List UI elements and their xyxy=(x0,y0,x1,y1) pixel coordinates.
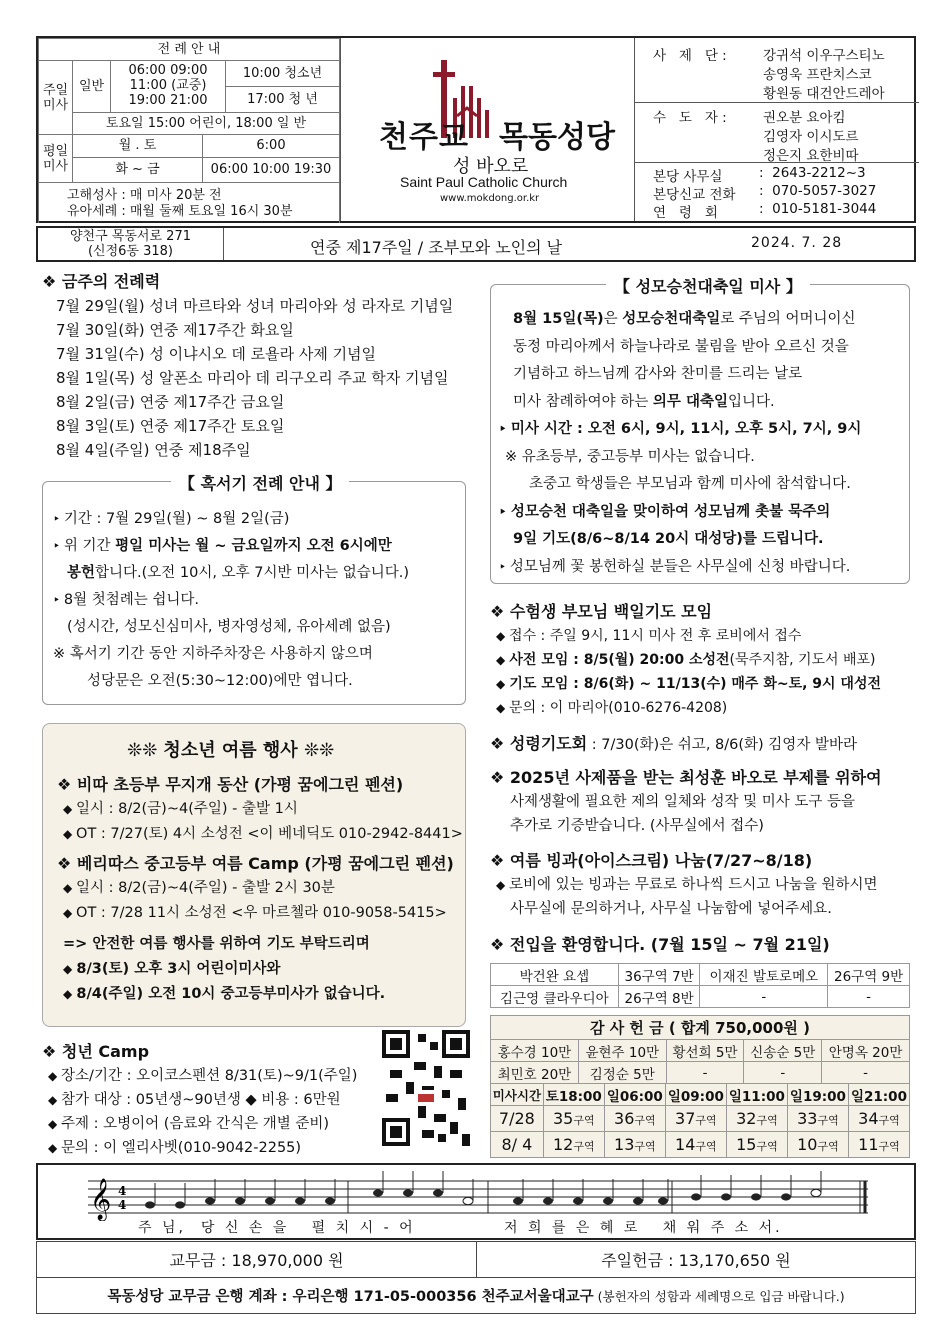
table-cell: 13 xyxy=(614,1135,635,1154)
young-camp-l3: 주제 : 오병이어 (음료와 간식은 개별 준비) xyxy=(61,1116,330,1132)
youth-b-title: ❖ 베리따스 중고등부 여름 Camp (가평 꿈에그린 펜션) xyxy=(57,854,454,873)
sunday-times: 06:00 09:00 11:00 (교중) 19:00 21:00 xyxy=(111,61,226,112)
qr-code-icon[interactable] xyxy=(382,1030,470,1146)
assumption-feast: 성모승천대축일 xyxy=(622,311,721,327)
music-note xyxy=(573,1197,583,1204)
summer-line2b: 평일 미사는 월 ~ 금요일까지 오전 6시에만 xyxy=(115,538,392,554)
weekday-mass-label: 평일 미사 xyxy=(39,135,73,183)
sunday-theme: 연중 제17주일 / 조부모와 노인의 날 xyxy=(310,238,563,257)
bingsu-title: ❖ 여름 빙과(아이스크림) 나눔(7/27~8/18) xyxy=(490,851,813,870)
youth-a-title: ❖ 비따 초등부 무지개 동산 (가평 꿈에그린 펜션) xyxy=(57,775,404,794)
nun-1: 권오분 요아킴 xyxy=(763,110,846,126)
general-label: 일반 xyxy=(73,61,111,113)
table-cell: - xyxy=(828,986,910,1008)
table-cell: 박건완 요셉 xyxy=(491,964,619,986)
unit-label: 구역 xyxy=(756,1140,778,1153)
unit-label: 구역 xyxy=(878,1140,900,1153)
music-staff xyxy=(78,1171,878,1221)
assumption-p1b: 은 xyxy=(603,311,623,327)
music-note xyxy=(373,1189,383,1196)
summer-line3a: 봉헌 xyxy=(67,565,96,581)
table-header: 미사시간 xyxy=(491,1084,544,1106)
address-line1: 양천구 목동서로 271 xyxy=(70,229,191,244)
exam-l4: 문의 : 이 마리아(010-6276-4208) xyxy=(509,700,728,716)
music-note xyxy=(691,1193,701,1200)
young-adult-mass-time: 17:00 청 년 xyxy=(247,92,318,107)
nun-3: 정은지 요한비따 xyxy=(763,148,859,164)
assumption-n1: ※ 유초등부, 중고등부 미사는 없습니다. xyxy=(505,448,755,465)
hall-phone: : 070-5057-3027 xyxy=(759,183,877,199)
song-box xyxy=(36,1163,916,1240)
staff-info xyxy=(634,38,918,221)
table-cell: - xyxy=(822,1062,910,1084)
assumption-k1: 성모승천 대축일을 맞이하여 성모님께 촛불 묵주의 xyxy=(510,503,831,520)
summer-rite-title: 【 혹서기 전례 안내 】 xyxy=(171,471,349,494)
calendar-item: 7월 31일(수) 성 이냐시오 데 로욜라 사제 기념일 xyxy=(56,345,377,363)
music-note xyxy=(295,1197,305,1204)
assumption-title: 【 성모승천대축일 미사 】 xyxy=(606,274,810,297)
table-cell: 33 xyxy=(797,1109,818,1128)
calendar-item: 8월 3일(토) 연중 제17주간 토요일 xyxy=(56,417,285,435)
summer-line2a: 위 기간 xyxy=(63,538,116,554)
logo-name-right: 목동성당 xyxy=(499,120,615,155)
music-note xyxy=(265,1197,275,1204)
nun-label: 수 도 자 : xyxy=(653,110,727,126)
holy-spirit-prayer xyxy=(490,732,857,757)
assumption-box: 【 성모승천대축일 미사 】 8월 15일(목)은 성모승천대축일로 주님의 어머니이신 동정 마리아께서 하늘나라로 불림을 받아 오르신 것을 기념하고 하느님께 감사와 찬미를 드리는 날로 미사 참례하여야 하는 의무 대축일입니다. ‣ 미사 시간 : 오전 6시, 9시, 11시, 오후 5시, 7시, 9시 ※ 유초등부, 중고등부 미사는 없습니다. 초중고 학생들은 부모님과 함께 미사에 참석합니다. ‣ 성모승천 대축일을 맞이하여 성모님께 촛불 묵주의 9일 기도(8/6~8/14 20시 대성당)를 드립니다. ‣ 성모님께 꽃 봉헌하실 분들은 사무실에 신청 바랍니다. xyxy=(490,284,910,584)
summer-line3b: 합니다.(오전 10시, 오후 7시반 미사는 없습니다.) xyxy=(95,565,409,581)
music-note xyxy=(433,1189,443,1196)
svg-text:4: 4 xyxy=(118,1184,127,1198)
youth-title: ❊❊ 청소년 여름 행사 ❊❊ xyxy=(127,740,335,761)
weekday-row2-day: 화 ~ 금 xyxy=(73,158,203,182)
young-camp-l1: 장소/기간 : 오이코스펜션 8/31(토)~9/1(주일) xyxy=(61,1068,358,1084)
table-cell: 11 xyxy=(858,1135,879,1154)
unit-label: 구역 xyxy=(817,1114,839,1127)
unit-label: 구역 xyxy=(634,1140,656,1153)
youth-c2: 8/4(주일) 오전 10시 중고등부미사가 없습니다. xyxy=(76,986,386,1002)
table-cell: 김근영 클라우디아 xyxy=(491,986,619,1008)
calendar-item: 8월 4일(주일) 연중 제18주일 xyxy=(56,441,251,459)
table-row xyxy=(491,986,910,1008)
music-note xyxy=(543,1197,553,1204)
youth-b1: 일시 : 8/2(금)~4(주일) - 출발 2시 30분 xyxy=(76,880,335,896)
weekday-row2-time: 06:00 10:00 19:30 xyxy=(210,162,332,177)
bank-note: (봉헌자의 성함과 세례명으로 입금 바랍니다.) xyxy=(593,1289,845,1304)
assumption-p4a: 미사 참례하여야 하는 xyxy=(513,393,653,410)
music-note xyxy=(751,1193,761,1200)
bingsu-l1: 로비에 있는 빙과는 무료로 하나씩 드시고 나눔을 원하시면 xyxy=(509,877,878,893)
table-cell: 36 xyxy=(614,1109,635,1128)
exam-l3: 기도 모임 : 8/6(화) ~ 11/13(수) 매주 화~토, 9시 대성전 xyxy=(509,676,881,692)
ice-cream-sharing: ❖ 여름 빙과(아이스크림) 나눔(7/27~8/18) ◆ 로비에 있는 빙과는 무료로 하나씩 드시고 나눔을 원하시면 사무실에 문의하거나, 사무실 나눔함에 넣어주세요. xyxy=(490,849,877,921)
table-row xyxy=(491,1084,910,1106)
assumption-f1: 성모님께 꽃 봉헌하실 분들은 사무실에 신청 바랍니다. xyxy=(509,558,851,575)
music-note xyxy=(175,1201,185,1208)
table-cell: 이재진 발토로메오 xyxy=(700,964,828,986)
table-row xyxy=(491,1040,910,1062)
table-header: 일21:00 xyxy=(848,1084,909,1106)
assumption-p1d: 로 주님의 어머니이신 xyxy=(720,311,856,327)
music-note xyxy=(513,1197,523,1204)
worship-title: 전 례 안 내 xyxy=(39,39,340,61)
hall-label: 본당신교 전화 xyxy=(653,187,736,203)
table-row xyxy=(491,964,910,986)
treble-clef-icon: 𝄞 xyxy=(90,1179,112,1220)
weekday-row1-time: 6:00 xyxy=(256,138,286,153)
table-cell: 황선희 5만 xyxy=(666,1040,744,1062)
exam-l2a: 사전 모임 : 8/5(월) 20:00 소성전 xyxy=(509,652,730,668)
unit-label: 구역 xyxy=(573,1114,595,1127)
table-cell: 7/28 xyxy=(491,1106,544,1132)
young-camp-l4: 문의 : 이 엘리사벳(010-9042-2255) xyxy=(61,1140,302,1156)
worship-schedule xyxy=(38,38,341,221)
welcome-title: ❖ 전입을 환영합니다. (7월 15일 ~ 7월 21일) xyxy=(490,935,830,954)
table-cell: - xyxy=(666,1062,744,1084)
assumption-times: 미사 시간 : 오전 6시, 9시, 11시, 오후 5시, 7시, 9시 xyxy=(510,421,862,437)
table-cell: 14 xyxy=(675,1135,696,1154)
young-camp-title: ❖ 청년 Camp xyxy=(42,1042,150,1061)
confession-note: 고해성사 : 매 미사 20분 전 xyxy=(67,188,222,204)
offering-title: 감 사 헌 금 ( 합계 750,000원 ) xyxy=(491,1016,910,1040)
table-cell: 윤현주 10만 xyxy=(578,1040,666,1062)
bank-account: 목동성당 교무금 은행 계좌 : 우리은행 171-05-000356 천주교서울대교구 xyxy=(107,1289,594,1305)
table-cell: 12 xyxy=(552,1135,574,1154)
deacon-title: ❖ 2025년 사제품을 받는 최성훈 바오로 부제를 위하여 xyxy=(490,768,882,787)
table-cell: 37 xyxy=(675,1109,696,1128)
unit-label: 구역 xyxy=(695,1140,717,1153)
young-camp-l2: 참가 대상 : 05년생~90년생 ◆ 비용 : 6만원 xyxy=(61,1092,341,1108)
youth-mass-time: 10:00 청소년 xyxy=(226,61,339,87)
priest-2: 송영욱 프란치스코 xyxy=(763,67,872,83)
unit-label: 구역 xyxy=(878,1114,900,1127)
logo-name-left: 천주교 xyxy=(379,120,469,155)
calendar-item: 8월 2일(금) 연중 제17주간 금요일 xyxy=(56,393,285,411)
youth-summer-box: ❊❊ 청소년 여름 행사 ❊❊ ❖ 비따 초등부 무지개 동산 (가평 꿈에그린 펜션) ◆ 일시 : 8/2(금)~4(주일) - 출발 1시 ◆ OT : 7/27(토) 4시 소성전 <이 베네딕도 010-2942-8441> ❖ 베리따스 중고등부 여름 Camp (가평 꿈에그린 펜션) ◆ 일시 : 8/2(금)~4(주일) - 출발 2시 30분 ◆ OT : 7/28 11시 소성전 <우 마르첼라 010-9058-5415> => 안전한 여름 행사를 위하여 기도 부탁드리며 ◆ 8/3(토) 오후 3시 어린이미사와 ◆ 8/4(주일) 오전 10시 중고등부미사가 없습니다. xyxy=(42,723,466,1027)
assumption-k2: 9일 기도(8/6~8/14 20시 대성당)를 드립니다. xyxy=(513,531,824,547)
logo-english: Saint Paul Catholic Church xyxy=(400,174,568,190)
music-note xyxy=(463,1197,473,1204)
table-cell: 32 xyxy=(736,1109,757,1128)
music-note xyxy=(633,1197,643,1204)
baptism-note: 유아세례 : 매월 둘째 토요일 16시 30분 xyxy=(67,204,293,220)
assumption-p2: 동정 마리아께서 하늘나라로 불림을 받아 오르신 것을 xyxy=(513,338,849,355)
table-row xyxy=(491,1132,910,1158)
assumption-n2: 초중고 학생들은 부모님과 함께 미사에 참석합니다. xyxy=(529,476,851,492)
spirit-title: ❖ 성령기도회 xyxy=(490,734,588,753)
music-note xyxy=(658,1197,668,1204)
header-box xyxy=(36,36,916,223)
bingsu-l2: 사무실에 문의하거나, 사무실 나눔함에 넣어주세요. xyxy=(510,901,832,917)
table-cell: - xyxy=(744,1062,822,1084)
deacon-l2: 추가로 기증받습니다. (사무실에서 접수) xyxy=(510,818,764,834)
youth-c1: 8/3(토) 오후 3시 어린이미사와 xyxy=(76,961,281,977)
assumption-p3: 기념하고 하느님께 감사와 찬미를 드리는 날로 xyxy=(513,366,803,382)
music-note xyxy=(403,1189,413,1196)
assumption-p4c: 입니다. xyxy=(727,393,775,410)
calendar-item: 8월 1일(목) 성 알폰소 마리아 데 리구오리 주교 학자 기념일 xyxy=(56,369,449,387)
youth-a2: OT : 7/27(토) 4시 소성전 <이 베네딕도 010-2942-8441> xyxy=(76,826,463,842)
music-note xyxy=(235,1197,245,1204)
table-row xyxy=(491,1106,910,1132)
unit-label: 구역 xyxy=(573,1140,595,1153)
assumption-date: 8월 15일(목) xyxy=(513,311,604,327)
exam-title: ❖ 수험생 부모님 백일기도 모임 xyxy=(490,602,713,621)
offering-table xyxy=(490,1015,910,1084)
sunday-offering-total: 주일헌금 : 13,170,650 원 xyxy=(477,1242,916,1278)
summer-line6: ※ 혹서기 기간 동안 지하주차장은 사용하지 않으며 xyxy=(53,646,373,662)
table-cell: 36구역 7반 xyxy=(618,964,700,986)
music-note xyxy=(205,1197,215,1204)
table-header: 일09:00 xyxy=(665,1084,726,1106)
calendar-title: ❖ 금주의 전례력 xyxy=(42,272,161,291)
spirit-text: : 7/30(화)은 쉬고, 8/6(화) 김영자 발바라 xyxy=(587,737,857,753)
subheader xyxy=(36,226,916,262)
mass-assignment-table xyxy=(490,1083,910,1158)
music-note xyxy=(145,1201,155,1208)
table-cell: 34 xyxy=(858,1109,879,1128)
bulletin-date: 2024. 7. 28 xyxy=(751,235,843,251)
table-cell: 김정순 5만 xyxy=(578,1062,666,1084)
table-header: 일19:00 xyxy=(787,1084,848,1106)
table-header: 토18:00 xyxy=(543,1084,604,1106)
music-note xyxy=(811,1189,821,1196)
nun-2: 김영자 이시도르 xyxy=(763,129,859,145)
priest-1: 강귀석 이우구스티노 xyxy=(763,48,885,64)
church-logo xyxy=(343,38,633,221)
summer-line5: (성시간, 성모신심미사, 병자영성체, 유아세례 없음) xyxy=(67,619,391,635)
tithe-total: 교무금 : 18,970,000 원 xyxy=(37,1242,477,1278)
table-header: 일06:00 xyxy=(604,1084,665,1106)
table-cell: 안명옥 20만 xyxy=(822,1040,910,1062)
office-phone: : 2643-2212~3 xyxy=(759,165,866,181)
cong-label: 연 령 회 xyxy=(653,205,718,221)
calendar-item: 7월 30일(화) 연중 제17주간 화요일 xyxy=(56,321,294,339)
table-cell: 최민호 20만 xyxy=(491,1062,579,1084)
deacon-l1: 사제생활에 필요한 제의 일체와 성작 및 미사 도구 등을 xyxy=(510,794,856,810)
assumption-p4b: 의무 대축일 xyxy=(652,393,728,410)
summer-line7: 성당문은 오전(5:30~12:00)에만 엽니다. xyxy=(87,673,353,689)
music-note xyxy=(721,1193,731,1200)
young-camp: ❖ 청년 Camp ◆ 장소/기간 : 오이코스펜션 8/31(토)~9/1(주일) ◆ 참가 대상 : 05년생~90년생 ◆ 비용 : 6만원 ◆ 주제 : 오병이어 (음료와 간식은 개별 준비) ◆ 문의 : 이 엘리사벳(010-9042-2255) xyxy=(42,1042,358,1156)
song-lyrics-2: 저 희 를 은 혜 로 채 워 주 소 서. xyxy=(504,1220,783,1236)
logo-url[interactable]: www.mokdong.or.kr xyxy=(440,193,540,204)
music-note xyxy=(603,1197,613,1204)
logo-saint: 성 바오로 xyxy=(453,156,529,177)
table-cell: 26구역 9반 xyxy=(828,964,910,986)
youth-b2: OT : 7/28 11시 소성전 <우 마르첼라 010-9058-5415> xyxy=(76,905,447,921)
unit-label: 구역 xyxy=(695,1114,717,1127)
weekday-row1-day: 월 . 토 xyxy=(73,135,203,157)
calendar-item: 7월 29일(월) 성녀 마르타와 성녀 마리아와 성 라자로 기념일 xyxy=(56,297,454,315)
exam-l1: 접수 : 주일 9시, 11시 미사 전 후 로비에서 접수 xyxy=(509,628,802,644)
exam-prayer: ❖ 수험생 부모님 백일기도 모임 ◆ 접수 : 주일 9시, 11시 미사 전 후 로비에서 접수 ◆ 사전 모임 : 8/5(월) 20:00 소성전(묵주지참, 기도서 배포) ◆ 기도 모임 : 8/6(화) ~ 11/13(수) 매주 화~토, 9시 대성전 ◆ 문의 : 이 마리아(010-6276-4208) xyxy=(490,602,881,716)
song-lyrics-1: 주 님, 당 신 손 을 펼 치 시 - 어 xyxy=(138,1220,416,1236)
table-header: 일11:00 xyxy=(726,1084,787,1106)
deacon-support xyxy=(490,766,882,838)
youth-a1: 일시 : 8/2(금)~4(주일) - 출발 1시 xyxy=(76,801,298,817)
table-cell: 35 xyxy=(552,1109,574,1128)
sunday-mass-label: 주일 미사 xyxy=(39,61,73,135)
unit-label: 구역 xyxy=(756,1114,778,1127)
music-note xyxy=(325,1197,335,1204)
priest-label: 사 제 단 : xyxy=(653,48,727,64)
unit-label: 구역 xyxy=(634,1114,656,1127)
finance-table xyxy=(36,1241,916,1314)
address-line2: (신정6동 318) xyxy=(87,244,174,259)
table-row xyxy=(491,1062,910,1084)
church-address xyxy=(38,228,224,260)
summer-line4: 8월 첫첨례는 쉽니다. xyxy=(63,592,200,608)
svg-text:4: 4 xyxy=(118,1198,127,1212)
table-cell: 10 xyxy=(797,1135,818,1154)
table-cell: 8/ 4 xyxy=(491,1132,544,1158)
liturgical-calendar xyxy=(42,270,453,462)
office-label: 본당 사무실 xyxy=(653,169,723,185)
unit-label: 구역 xyxy=(817,1140,839,1153)
table-cell: 15 xyxy=(736,1135,757,1154)
cong-phone: : 010-5181-3044 xyxy=(759,201,877,217)
table-cell: 홍수경 10만 xyxy=(491,1040,579,1062)
summer-period: 기간 : 7월 29일(월) ~ 8월 2일(금) xyxy=(63,511,290,527)
table-cell: 신송순 5만 xyxy=(744,1040,822,1062)
table-cell: - xyxy=(700,986,828,1008)
youth-c0: => 안전한 여름 행사를 위하여 기도 부탁드리며 xyxy=(63,936,370,952)
priest-3: 황원동 대건안드레아 xyxy=(763,86,885,102)
saturday-mass: 토요일 15:00 어린이, 18:00 일 반 xyxy=(73,113,340,135)
exam-l2b: (묵주지참, 기도서 배포) xyxy=(729,652,876,668)
table-cell: 26구역 8반 xyxy=(618,986,700,1008)
music-note xyxy=(781,1193,791,1200)
summer-rite-box: 【 혹서기 전례 안내 】 ‣ 기간 : 7월 29일(월) ~ 8월 2일(금) ‣ 위 기간 평일 미사는 월 ~ 금요일까지 오전 6시에만 봉헌합니다.(오전 10시, 오후 7시반 미사는 없습니다.) ‣ 8월 첫첨례는 쉽니다. (성시간, 성모신심미사, 병자영성체, 유아세례 없음) ※ 혹서기 기간 동안 지하주차장은 사용하지 않으며 성당문은 오전(5:30~12:00)에만 엽니다. xyxy=(42,481,466,705)
welcome-table xyxy=(490,963,910,1008)
